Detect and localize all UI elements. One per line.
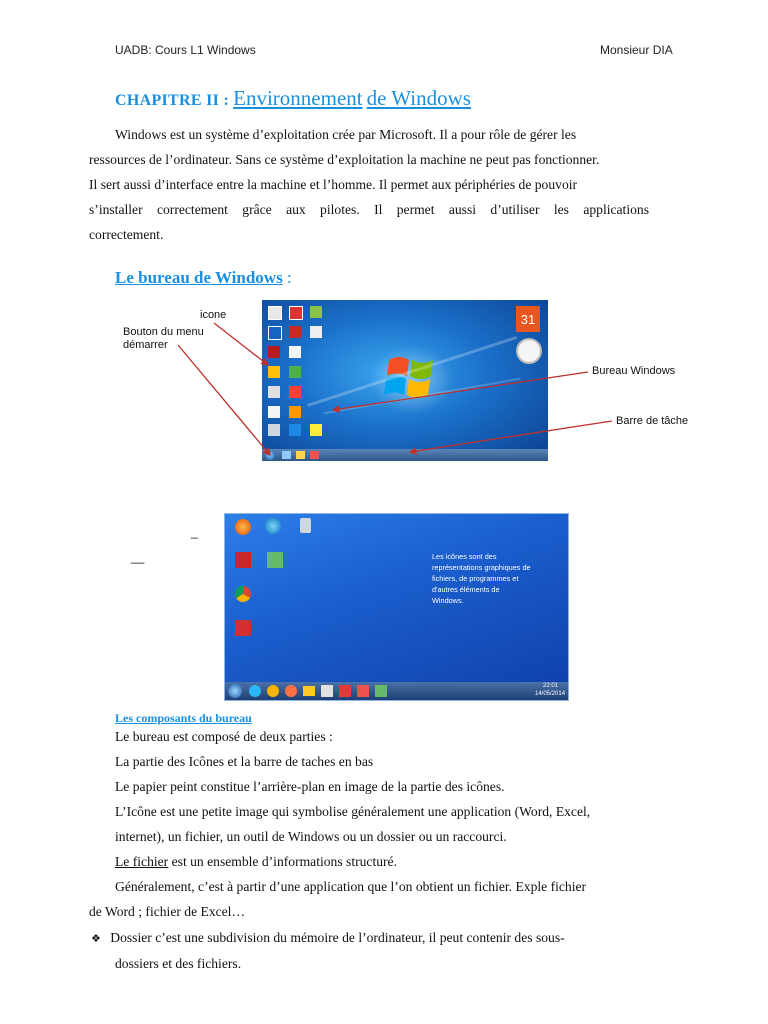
- desktop-icon[interactable]: [289, 366, 301, 378]
- desktop-icon[interactable]: [289, 406, 301, 418]
- camtasia-icon[interactable]: [267, 552, 283, 568]
- description-line: Les icônes sont des: [432, 552, 497, 561]
- firefox-icon[interactable]: [285, 685, 297, 697]
- intro-line-5: correctement.: [89, 227, 164, 242]
- desktop-icon[interactable]: [268, 424, 280, 436]
- dossier-line-2: dossiers et des fichiers.: [115, 956, 242, 971]
- figure-desktop-icons: [224, 513, 569, 701]
- internet-explorer-icon[interactable]: [265, 518, 281, 534]
- desktop-icon[interactable]: [310, 306, 322, 318]
- desktop-icon[interactable]: [268, 386, 280, 398]
- description-line: Windows.: [432, 596, 464, 605]
- composants-line-5: internet), un fichier, un outil de Windows ou un dossier ou un raccourci.: [115, 829, 507, 844]
- taskbar-app-icon[interactable]: [357, 685, 369, 697]
- bullet-diamond-icon: ❖: [91, 932, 101, 945]
- desktop-icon[interactable]: [289, 386, 301, 398]
- chapter-title: [115, 86, 471, 111]
- composants-line-1: Le bureau est composé de deux parties :: [115, 729, 333, 744]
- composants-line-2: La partie des Icônes et la barre de taches en bas: [115, 754, 374, 769]
- composants-line-3: Le papier peint constitue l’arrière-plan en image de la partie des icônes.: [115, 779, 505, 794]
- taskbar-app-icon[interactable]: [310, 451, 319, 459]
- fichier-definition: [115, 854, 397, 870]
- mozilla-firefox-icon[interactable]: [235, 519, 251, 535]
- adobe-icon[interactable]: [339, 685, 351, 697]
- composants-title: Les composants du bureau: [115, 711, 252, 725]
- taskbar[interactable]: [262, 449, 548, 461]
- section-title-text: Le bureau de Windows: [115, 268, 283, 287]
- recycle-bin-icon[interactable]: [300, 518, 311, 533]
- section-title-colon: :: [286, 268, 292, 287]
- mcafee-icon[interactable]: [235, 552, 251, 568]
- windows-logo-icon: [367, 338, 457, 418]
- camtasia-icon[interactable]: [375, 685, 387, 697]
- media-player-icon[interactable]: [321, 685, 333, 697]
- intro-line-4: s’installer correctement grâce aux pilotes. Il permet aussi d’utiliser les applications: [89, 202, 649, 217]
- calendar-gadget[interactable]: [516, 306, 540, 332]
- intro-line-1: Windows est un système d’exploitation crée par Microsoft. Il a pour rôle de gérer les: [115, 127, 577, 142]
- desktop-icon[interactable]: [289, 424, 301, 436]
- chrome-icon[interactable]: [267, 685, 279, 697]
- tray-clock-date[interactable]: 14/05/2014: [535, 691, 566, 697]
- desktop-icon[interactable]: [268, 306, 282, 320]
- arrow-icone: [214, 323, 268, 365]
- desktop-icon[interactable]: [268, 346, 280, 358]
- generalement-line-1: Généralement, c’est à partir d’une application que l’on obtient un fichier. Exple fichier: [115, 879, 587, 894]
- fichier-term: Le fichier: [115, 854, 169, 869]
- description-line: fichiers, de programmes et: [432, 574, 519, 583]
- taskbar[interactable]: [225, 682, 568, 700]
- description-line: représentations graphiques de: [432, 563, 531, 572]
- icon-description: [432, 551, 531, 606]
- composants-line-4: L’Icône est une petite image qui symbolise généralement une application (Word, Excel,: [115, 804, 591, 819]
- clock-gadget-icon[interactable]: [516, 338, 542, 364]
- folder-icon[interactable]: [303, 686, 315, 696]
- google-chrome-icon[interactable]: [235, 586, 251, 602]
- taskbar-app-icon[interactable]: [282, 451, 291, 459]
- chapter-title-part1: Environnement: [233, 86, 363, 110]
- internet-explorer-icon[interactable]: [249, 685, 261, 697]
- section-title: [115, 268, 292, 288]
- taskbar-app-icon[interactable]: [296, 451, 305, 459]
- chapter-label: CHAPITRE II :: [115, 92, 230, 109]
- desktop-icon[interactable]: [289, 306, 303, 320]
- label-bouton-line1: Bouton du menu: [123, 326, 204, 338]
- header-author: Monsieur DIA: [600, 43, 673, 57]
- desktop-icon[interactable]: [289, 346, 301, 358]
- start-button[interactable]: [228, 684, 242, 698]
- stray-dash-long: __: [131, 550, 145, 564]
- chapter-title-part2: de Windows: [366, 86, 471, 110]
- intro-line-2: ressources de l’ordinateur. Sans ce système d’exploitation la machine ne peut pas fonctionner.: [89, 152, 600, 167]
- start-button[interactable]: [265, 450, 275, 460]
- desktop-icon[interactable]: [268, 366, 280, 378]
- label-barre-de-tache: Barre de tâche: [616, 415, 689, 427]
- calendar-day: 31: [520, 312, 536, 327]
- stray-dash: _: [191, 525, 198, 539]
- desktop-icon[interactable]: [310, 326, 322, 338]
- header-course: UADB: Cours L1 Windows: [115, 43, 256, 57]
- desktop-icon[interactable]: [310, 424, 322, 436]
- intro-line-3: Il sert aussi d’interface entre la machine et l’homme. Il permet aux périphéries de pouvoir: [89, 177, 578, 192]
- dossier-bullet: [91, 930, 565, 946]
- generalement-line-2: de Word ; fichier de Excel…: [89, 904, 246, 919]
- label-bouton-line2: démarrer: [123, 339, 168, 351]
- arrow-bouton: [178, 345, 270, 455]
- adobe-reader-icon[interactable]: [235, 620, 251, 636]
- label-bureau-windows: Bureau Windows: [592, 365, 676, 377]
- desktop-icon[interactable]: [268, 326, 282, 340]
- dossier-line-1: Dossier c’est une subdivision du mémoire de l’ordinateur, il peut contenir des sous-: [110, 930, 565, 945]
- tray-clock-time[interactable]: 22:01: [543, 683, 559, 689]
- figure-desktop-windows7: [262, 300, 548, 461]
- desktop-icon[interactable]: [268, 406, 280, 418]
- label-icone: icone: [200, 309, 227, 321]
- fichier-rest: est un ensemble d’informations structuré.: [168, 854, 397, 869]
- description-line: d'autres éléments de: [432, 585, 500, 594]
- desktop-icon[interactable]: [289, 326, 301, 338]
